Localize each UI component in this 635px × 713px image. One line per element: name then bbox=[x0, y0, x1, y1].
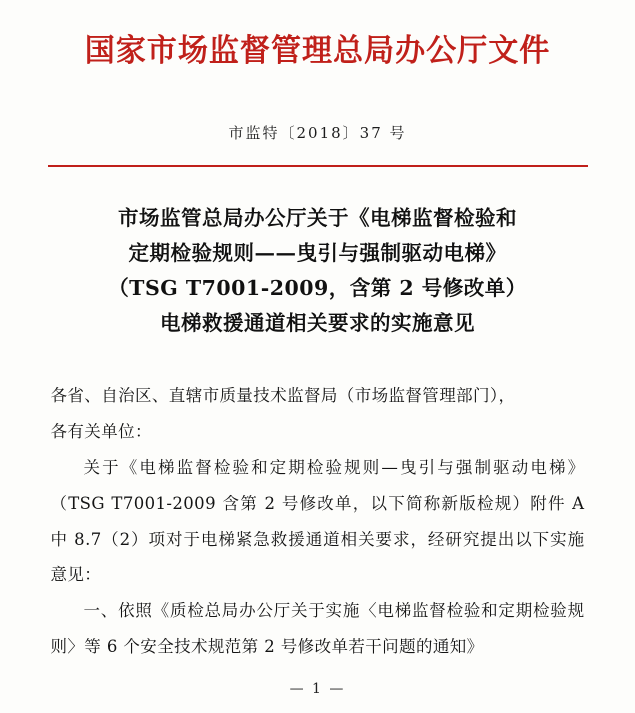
document-number-row bbox=[0, 122, 635, 143]
document-number: 市监特〔2018〕37 号 bbox=[228, 123, 407, 142]
body-paragraph: 各有关单位： bbox=[50, 421, 152, 441]
page-title-line: 电梯救援通道相关要求的实施意见 bbox=[160, 311, 475, 336]
page-number: — 1 — bbox=[289, 681, 346, 697]
red-divider-rule bbox=[48, 165, 588, 167]
page-title-line: 定期检验规则——曳引与强制驱动电梯》 bbox=[128, 240, 507, 265]
body-paragraph: 一、依照《质检总局办公厅关于实施〈电梯监督检验和定期检验规则〉等 6 个安全技术规范第 2 号修改单若干问题的通知》 bbox=[50, 601, 585, 657]
masthead-title: 国家市场监督管理总局办公厅文件 bbox=[84, 33, 551, 69]
page-title bbox=[83, 201, 553, 342]
body-paragraph: 关于《电梯监督检验和定期检验规则—曳引与强制驱动电梯》（TSG T7001-2009 含第 2 号修改单，以下简称新版检规）附件 A 中 8.7（2）项对于电梯紧急救援通道相关要求，经研究提出以下实施意见： bbox=[50, 457, 585, 585]
page-title-line: （TSG T7001-2009，含第 2 号修改单） bbox=[108, 276, 527, 301]
body-paragraph: 各省、自治区、直辖市质量技术监督局（市场监督管理部门）， bbox=[50, 385, 516, 405]
page-title-line: 市场监管总局办公厅关于《电梯监督检验和 bbox=[118, 205, 517, 230]
document-body bbox=[51, 378, 585, 666]
masthead bbox=[0, 0, 635, 70]
